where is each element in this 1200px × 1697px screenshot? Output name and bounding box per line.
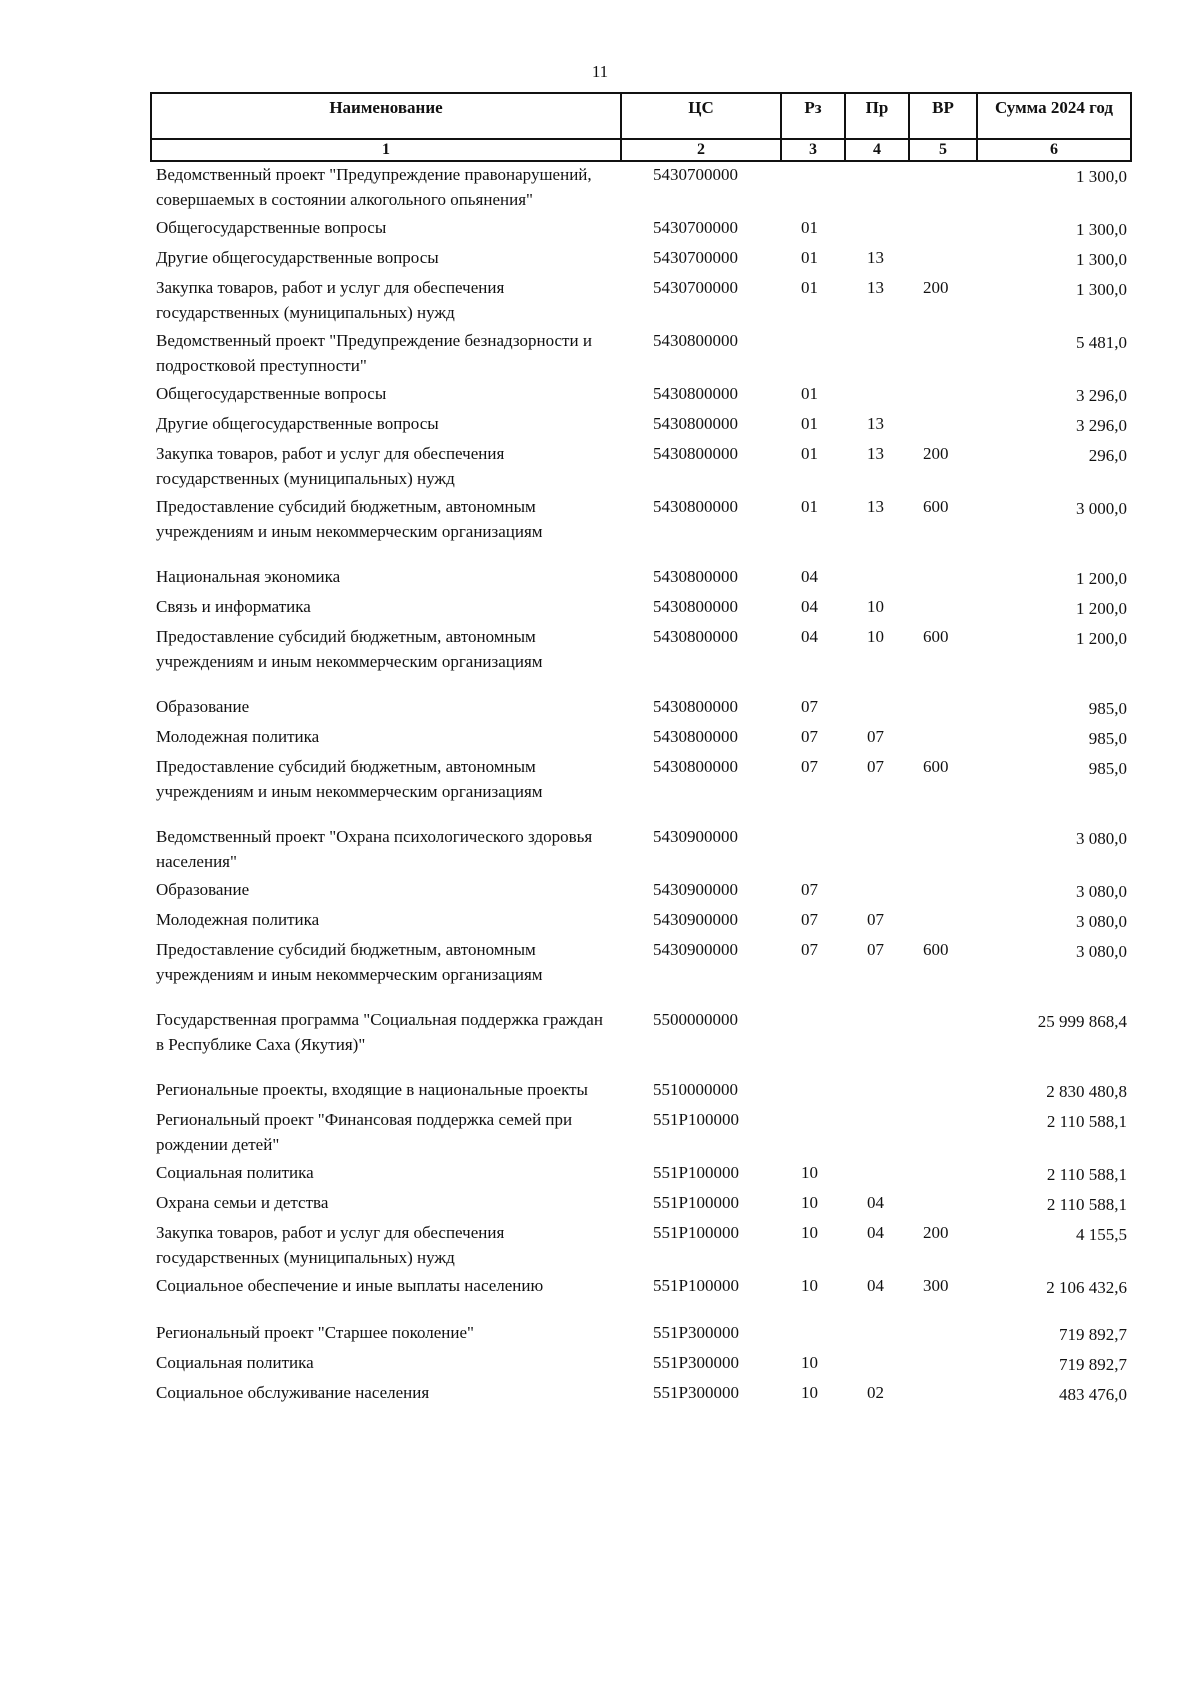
cell-cs: 5430800000 <box>653 331 738 350</box>
table-row <box>151 594 1131 624</box>
header-pr: Пр <box>845 93 909 139</box>
header-vr: ВР <box>909 93 977 139</box>
cell-vr: 600 <box>923 940 949 959</box>
cell-vr <box>909 1190 977 1220</box>
table-row <box>151 877 1131 907</box>
cell-name: Региональный проект "Финансовая поддержка семей при рождении детей" <box>156 1110 573 1154</box>
cell-pr <box>845 1350 909 1380</box>
column-number: 6 <box>977 139 1131 161</box>
cell-sum: 1 200,0 <box>1076 569 1127 588</box>
cell-rz: 01 <box>801 444 818 463</box>
cell-sum: 2 110 588,1 <box>1046 1195 1127 1214</box>
table-row <box>151 754 1131 824</box>
cell-name: Региональный проект "Старшее поколение" <box>156 1323 474 1342</box>
cell-cs: 5430900000 <box>653 910 738 929</box>
budget-table <box>150 92 1132 1410</box>
cell-rz: 04 <box>801 597 818 616</box>
cell-name: Молодежная политика <box>156 727 320 746</box>
cell-vr <box>909 564 977 594</box>
table-row <box>151 328 1131 381</box>
cell-sum: 3 080,0 <box>1076 912 1127 931</box>
cell-rz <box>781 1320 845 1350</box>
cell-rz: 07 <box>801 727 818 746</box>
cell-name: Общегосударственные вопросы <box>156 384 387 403</box>
table-row <box>151 381 1131 411</box>
cell-vr <box>909 1007 977 1077</box>
cell-vr <box>909 594 977 624</box>
cell-name: Предоставление субсидий бюджетным, автономным учреждениям и иным некоммерческим организациям <box>156 497 543 541</box>
header-name: Наименование <box>151 93 621 139</box>
table-row <box>151 724 1131 754</box>
cell-name: Другие общегосударственные вопросы <box>156 414 439 433</box>
cell-vr <box>909 1107 977 1160</box>
cell-cs: 5430800000 <box>653 384 738 403</box>
cell-rz: 10 <box>801 1223 818 1242</box>
cell-name: Предоставление субсидий бюджетным, автономным учреждениям и иным некоммерческим организациям <box>156 940 543 984</box>
cell-cs: 5430800000 <box>653 414 738 433</box>
cell-vr <box>909 1320 977 1350</box>
header-rz: Рз <box>781 93 845 139</box>
cell-rz: 07 <box>801 757 818 776</box>
cell-name: Молодежная политика <box>156 910 320 929</box>
cell-name: Закупка товаров, работ и услуг для обеспечения государственных (муниципальных) нужд <box>156 278 505 322</box>
cell-sum: 1 300,0 <box>1076 280 1127 299</box>
cell-cs: 5430700000 <box>653 278 738 297</box>
table-row <box>151 161 1131 215</box>
cell-rz: 04 <box>801 567 818 586</box>
cell-vr <box>909 1350 977 1380</box>
table-row <box>151 1350 1131 1380</box>
cell-vr <box>909 824 977 877</box>
cell-rz <box>781 328 845 381</box>
cell-pr: 07 <box>867 940 884 959</box>
cell-rz: 04 <box>801 627 818 646</box>
cell-pr: 07 <box>867 910 884 929</box>
cell-vr: 600 <box>923 497 949 516</box>
cell-cs: 5430700000 <box>653 248 738 267</box>
cell-sum: 2 110 588,1 <box>1046 1165 1127 1184</box>
cell-cs: 5430800000 <box>653 497 738 516</box>
cell-name: Образование <box>156 697 250 716</box>
cell-cs: 551P100000 <box>653 1276 739 1295</box>
table-row <box>151 694 1131 724</box>
column-number: 2 <box>621 139 781 161</box>
cell-pr: 13 <box>867 444 884 463</box>
cell-sum: 296,0 <box>1088 446 1127 465</box>
cell-pr: 13 <box>867 278 884 297</box>
cell-cs: 5510000000 <box>653 1080 738 1099</box>
cell-pr: 13 <box>867 414 884 433</box>
cell-sum: 2 110 588,1 <box>1046 1112 1127 1131</box>
cell-vr: 200 <box>923 278 949 297</box>
cell-cs: 5500000000 <box>653 1010 738 1029</box>
cell-sum: 985,0 <box>1088 759 1127 778</box>
cell-cs: 5430800000 <box>653 627 738 646</box>
cell-name: Охрана семьи и детства <box>156 1193 329 1212</box>
cell-cs: 551P100000 <box>653 1223 739 1242</box>
cell-pr <box>845 877 909 907</box>
cell-rz <box>781 824 845 877</box>
table-row <box>151 1107 1131 1160</box>
cell-name: Социальная политика <box>156 1353 314 1372</box>
cell-cs: 5430800000 <box>653 697 738 716</box>
cell-pr <box>845 824 909 877</box>
cell-cs: 5430900000 <box>653 940 738 959</box>
cell-cs: 5430800000 <box>653 757 738 776</box>
cell-sum: 3 080,0 <box>1076 942 1127 961</box>
cell-name: Закупка товаров, работ и услуг для обеспечения государственных (муниципальных) нужд <box>156 444 505 488</box>
cell-name: Закупка товаров, работ и услуг для обеспечения государственных (муниципальных) нужд <box>156 1223 505 1267</box>
cell-rz: 07 <box>801 940 818 959</box>
cell-vr <box>909 245 977 275</box>
cell-name: Общегосударственные вопросы <box>156 218 387 237</box>
table-row <box>151 824 1131 877</box>
cell-name: Государственная программа "Социальная поддержка граждан в Республике Саха (Якутия)" <box>156 1010 603 1054</box>
cell-pr <box>845 1007 909 1077</box>
cell-rz <box>781 1107 845 1160</box>
cell-name: Ведомственный проект "Охрана психологического здоровья населения" <box>156 827 593 871</box>
cell-sum: 3 080,0 <box>1076 829 1127 848</box>
table-row <box>151 1160 1131 1190</box>
cell-sum: 3 296,0 <box>1076 386 1127 405</box>
table-row <box>151 1077 1131 1107</box>
cell-sum: 1 300,0 <box>1076 220 1127 239</box>
cell-pr <box>845 161 909 215</box>
column-number: 1 <box>151 139 621 161</box>
cell-sum: 3 080,0 <box>1076 882 1127 901</box>
cell-sum: 985,0 <box>1088 699 1127 718</box>
cell-cs: 5430800000 <box>653 727 738 746</box>
table-row <box>151 1007 1131 1077</box>
cell-pr <box>845 215 909 245</box>
cell-rz: 01 <box>801 248 818 267</box>
cell-name: Другие общегосударственные вопросы <box>156 248 439 267</box>
cell-rz: 10 <box>801 1383 818 1402</box>
cell-cs: 5430700000 <box>653 165 738 184</box>
cell-vr: 200 <box>923 1223 949 1242</box>
cell-pr <box>845 328 909 381</box>
cell-rz: 07 <box>801 910 818 929</box>
cell-pr: 04 <box>867 1193 884 1212</box>
cell-sum: 25 999 868,4 <box>1037 1012 1127 1031</box>
cell-name: Социальная политика <box>156 1163 314 1182</box>
cell-pr: 10 <box>867 597 884 616</box>
cell-sum: 719 892,7 <box>1059 1325 1127 1344</box>
table-row <box>151 275 1131 328</box>
table-row <box>151 441 1131 494</box>
cell-name: Предоставление субсидий бюджетным, автономным учреждениям и иным некоммерческим организациям <box>156 627 543 671</box>
cell-pr: 04 <box>867 1223 884 1242</box>
cell-rz: 10 <box>801 1193 818 1212</box>
cell-pr <box>845 1107 909 1160</box>
cell-cs: 5430800000 <box>653 567 738 586</box>
cell-vr <box>909 907 977 937</box>
cell-sum: 1 200,0 <box>1076 629 1127 648</box>
cell-rz: 10 <box>801 1163 818 1182</box>
cell-name: Региональные проекты, входящие в национальные проекты <box>156 1080 588 1099</box>
cell-name: Образование <box>156 880 250 899</box>
cell-pr <box>845 694 909 724</box>
table-row <box>151 411 1131 441</box>
cell-vr <box>909 328 977 381</box>
cell-vr <box>909 724 977 754</box>
cell-pr <box>845 1077 909 1107</box>
table-row <box>151 937 1131 1007</box>
cell-name: Социальное обслуживание населения <box>156 1383 430 1402</box>
table-row <box>151 564 1131 594</box>
cell-cs: 5430900000 <box>653 880 738 899</box>
cell-pr <box>845 1320 909 1350</box>
cell-name: Связь и информатика <box>156 597 311 616</box>
cell-vr: 600 <box>923 757 949 776</box>
cell-pr: 07 <box>867 757 884 776</box>
cell-sum: 483 476,0 <box>1059 1385 1127 1404</box>
cell-rz: 01 <box>801 414 818 433</box>
column-number-row <box>151 139 1131 161</box>
cell-rz: 10 <box>801 1276 818 1295</box>
header-row <box>151 93 1131 139</box>
cell-sum: 4 155,5 <box>1076 1225 1127 1244</box>
cell-name: Социальное обеспечение и иные выплаты населению <box>156 1276 544 1295</box>
column-number: 5 <box>909 139 977 161</box>
cell-rz: 01 <box>801 497 818 516</box>
cell-cs: 551P300000 <box>653 1383 739 1402</box>
cell-sum: 2 106 432,6 <box>1046 1278 1127 1297</box>
cell-cs: 551P300000 <box>653 1323 739 1342</box>
table-row <box>151 1190 1131 1220</box>
header-cs: ЦС <box>621 93 781 139</box>
table-row <box>151 1220 1131 1273</box>
cell-rz <box>781 1077 845 1107</box>
cell-cs: 5430700000 <box>653 218 738 237</box>
cell-rz <box>781 161 845 215</box>
cell-cs: 551P100000 <box>653 1193 739 1212</box>
cell-vr: 300 <box>923 1276 949 1295</box>
header-sum: Сумма 2024 год <box>977 93 1131 139</box>
cell-sum: 2 830 480,8 <box>1046 1082 1127 1101</box>
cell-pr <box>845 1160 909 1190</box>
table-row <box>151 624 1131 694</box>
cell-pr <box>845 381 909 411</box>
cell-sum: 985,0 <box>1088 729 1127 748</box>
cell-cs: 551P300000 <box>653 1353 739 1372</box>
cell-vr <box>909 1380 977 1410</box>
cell-rz <box>781 1007 845 1077</box>
cell-cs: 551P100000 <box>653 1110 739 1129</box>
cell-sum: 3 000,0 <box>1076 499 1127 518</box>
cell-rz: 01 <box>801 218 818 237</box>
table-row <box>151 245 1131 275</box>
cell-vr <box>909 215 977 245</box>
cell-vr <box>909 381 977 411</box>
cell-sum: 719 892,7 <box>1059 1355 1127 1374</box>
cell-cs: 5430900000 <box>653 827 738 846</box>
cell-rz: 10 <box>801 1353 818 1372</box>
cell-cs: 551P100000 <box>653 1163 739 1182</box>
table-row <box>151 907 1131 937</box>
cell-pr: 07 <box>867 727 884 746</box>
cell-rz: 07 <box>801 880 818 899</box>
cell-pr: 04 <box>867 1276 884 1295</box>
cell-rz: 01 <box>801 384 818 403</box>
cell-name: Предоставление субсидий бюджетным, автономным учреждениям и иным некоммерческим организациям <box>156 757 543 801</box>
cell-rz: 01 <box>801 278 818 297</box>
cell-name: Ведомственный проект "Предупреждение правонарушений, совершаемых в состоянии алкогольного опьянения" <box>156 165 592 209</box>
cell-sum: 5 481,0 <box>1076 333 1127 352</box>
cell-sum: 3 296,0 <box>1076 416 1127 435</box>
cell-pr: 13 <box>867 497 884 516</box>
column-number: 4 <box>845 139 909 161</box>
cell-sum: 1 300,0 <box>1076 250 1127 269</box>
cell-pr <box>845 564 909 594</box>
table-row <box>151 1273 1131 1320</box>
cell-sum: 1 300,0 <box>1076 167 1127 186</box>
cell-pr: 02 <box>867 1383 884 1402</box>
cell-vr: 600 <box>923 627 949 646</box>
cell-name: Ведомственный проект "Предупреждение безнадзорности и подростковой преступности" <box>156 331 592 375</box>
cell-vr <box>909 694 977 724</box>
column-number: 3 <box>781 139 845 161</box>
cell-cs: 5430800000 <box>653 597 738 616</box>
table-row <box>151 1320 1131 1350</box>
cell-pr: 13 <box>867 248 884 267</box>
cell-vr <box>909 411 977 441</box>
cell-rz: 07 <box>801 697 818 716</box>
table-row <box>151 1380 1131 1410</box>
cell-vr <box>909 877 977 907</box>
cell-vr <box>909 1160 977 1190</box>
cell-sum: 1 200,0 <box>1076 599 1127 618</box>
cell-name: Национальная экономика <box>156 567 341 586</box>
cell-vr <box>909 161 977 215</box>
table-row <box>151 494 1131 564</box>
cell-vr: 200 <box>923 444 949 463</box>
cell-vr <box>909 1077 977 1107</box>
table-row <box>151 215 1131 245</box>
cell-pr: 10 <box>867 627 884 646</box>
cell-cs: 5430800000 <box>653 444 738 463</box>
page-number: 11 <box>591 62 609 81</box>
